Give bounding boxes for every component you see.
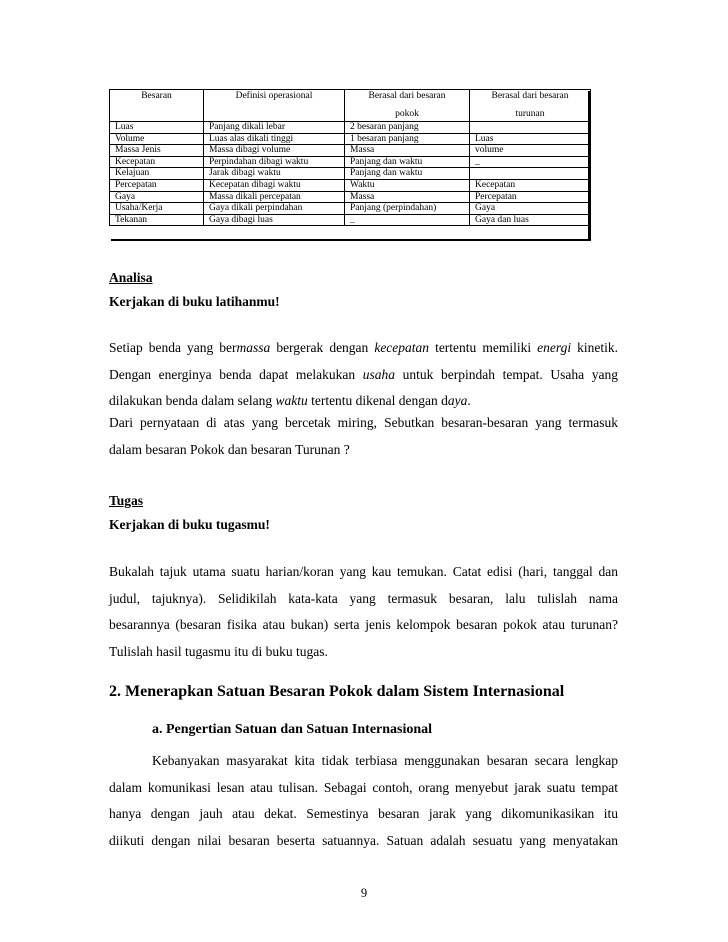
table-row [110,214,591,226]
besaran-table [109,89,591,226]
table-cell: Volume [110,133,204,145]
table-cell: Gaya dikali perpindahan [204,203,345,215]
table-cell: Massa dibagi volume [204,145,345,157]
table-cell: Panjang dikali lebar [204,122,345,134]
table-cell: Percepatan [110,179,204,191]
table-cell: Jarak dibagi waktu [204,168,345,180]
text-line: hanya dengan jauh atau dekat. Semestinya besaran jarak yang dikomunikasikan itu [109,806,618,821]
table-cell: Waktu [345,179,470,191]
text-line: Setiap benda yang bermassa bergerak dengan kecepatan tertentu memiliki energi kinetik. [109,340,618,355]
tugas-paragraph [109,564,618,670]
table-cell: Luas [470,133,591,145]
tugas-heading: Tugas [109,493,144,508]
table-cell: Perpindahan dibagi waktu [204,156,345,168]
table-row [110,145,591,157]
table-cell: volume [470,145,591,157]
subsection-title: a. Pengertian Satuan dan Satuan Internasional [152,722,433,737]
header-line: pokok [395,109,419,119]
text-line: Kebanyakan masyarakat kita tidak terbiasa menggunakan besaran secara lengkap [152,753,618,768]
table-cell: Kelajuan [110,168,204,180]
table-header-cell [345,90,470,122]
table-cell: Kecepatan [470,179,591,191]
table-header-cell [470,90,591,122]
table-cell [470,122,591,134]
table-cell: _ [345,214,470,226]
table-cell: Kecepatan dibagi waktu [204,179,345,191]
table-shadow [588,91,591,241]
table-cell: 1 besaran panjang [345,133,470,145]
analisa-instruction: Kerjakan di buku latihanmu! [109,294,280,309]
table-shadow [111,239,591,241]
table-cell: Gaya [110,191,204,203]
table-cell [470,168,591,180]
text-line: diikuti dengan nilai besaran beserta satuannya. Satuan adalah sesuatu yang menyatakan [109,832,618,848]
table-cell: Massa dikali percepatan [204,191,345,203]
table-cell: Tekanan [110,214,204,226]
table-row [110,203,591,215]
table-row [110,179,591,191]
table-cell: Panjang dan waktu [345,168,470,180]
table-cell: Luas [110,122,204,134]
header-line: turunan [515,109,545,119]
table-row [110,168,591,180]
tugas-instruction: Kerjakan di buku tugasmu! [109,517,270,532]
table-cell: Gaya dan luas [470,214,591,226]
table-row [110,133,591,145]
section-title: 2. Menerapkan Satuan Besaran Pokok dalam Sistem Internasional [109,683,565,700]
table-cell: Panjang dan waktu [345,156,470,168]
text-line: dilakukan benda dalam selang waktu tertentu dikenal dengan daya. [109,393,471,408]
text-line: Bukalah tajuk utama suatu harian/koran yang kau temukan. Catat edisi (hari, tanggal dan [109,564,618,579]
table-row [110,156,591,168]
table-cell: Usaha/Kerja [110,203,204,215]
text-line: judul, tajuknya). Selidikilah kata-kata yang termasuk besaran, lalu tulislah nama [109,590,618,606]
table-cell: Kecepatan [110,156,204,168]
table-cell: Massa [345,191,470,203]
table-header-cell: Besaran [110,90,204,122]
table-cell: Massa Jenis [110,145,204,157]
header-line: Berasal dari besaran [491,91,569,101]
table-cell: Panjang (perpindahan) [345,203,470,215]
table-cell: 2 besaran panjang [345,122,470,134]
table-cell: Massa [345,145,470,157]
text-line: besarannya (besaran fisika atau bukan) serta jenis kelompok besaran pokok atau turunan? [109,617,618,632]
table-row [110,122,591,134]
table-header-cell: Definisi operasional [204,90,345,122]
text-line: dalam komunikasi lesan atau tulisan. Sebagai contoh, orang menyebut jarak suatu tempat [109,779,618,795]
table-row [110,191,591,203]
analisa-heading: Analisa [109,270,153,285]
analisa-paragraph-1 [109,340,618,468]
table-cell: Luas alas dikali tinggi [204,133,345,145]
text-line: dalam besaran Pokok dan besaran Turunan ? [109,441,350,457]
table-cell: Gaya dibagi luas [204,214,345,226]
text-line: Dari pernyataan di atas yang bercetak miring, Sebutkan besaran-besaran yang termasuk [109,415,618,430]
page-number: 9 [360,886,368,900]
table-cell: _ [470,156,591,168]
table-cell: Percepatan [470,191,591,203]
table-cell: Gaya [470,203,591,215]
section2-paragraph [109,753,618,859]
header-line: Berasal dari besaran [368,91,446,101]
text-line: Tulislah hasil tugasmu itu di buku tugas. [109,643,328,659]
text-line: Dengan energinya benda dapat melakukan usaha untuk berpindah tempat. Usaha yang [109,366,618,382]
